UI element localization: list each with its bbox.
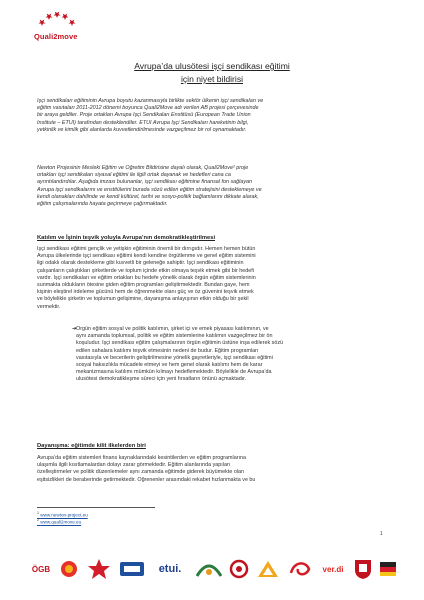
text-line: ortakları işçi sendikaları siyasal eğitimi ile ilgili ortak dayanak ve hedefleri cana ca [37,172,231,179]
etui-logo: etui. [158,563,182,575]
footnote-text: www.newton-project.eu [40,512,88,518]
page-number: 1 [380,531,383,537]
partner-logo-sunburst-icon [58,556,80,582]
text-line: kendi olanakları dahilinde ve kendi kültürel, tarihi ve sosyo-politik bağlamlarını dikkate alarak, [37,193,259,200]
text-line: İşçi sendikası eğitimi gençlik ve yetişkin eğitiminin önemli bir dırrıgıdır. Hemen hemen bütün [37,246,256,252]
text-line: eğitim vasıtaları 2011-2012 dönemi boyunca Quali2Move adı verilen AB projesi çerçevesinde [37,105,259,112]
partner-logo-triangle-icon [254,556,282,582]
text-line: sunmakta oldukların ötesine giden eğitim programları geliştirmektedir. Bundan gaye, hem [37,282,250,289]
footnote-number: 1 [37,511,39,515]
partner-logo-arc-icon [194,556,224,582]
document-title-line1: Avrupa’da ulusötesi işçi sendikası eğitimi [134,61,290,71]
partner-logo-flag-icon [378,556,398,582]
partner-logos [28,556,400,584]
text-line: mekanizmasına katılımı mümkün kılmayı hedeflemektedir. Böylelikle de Avrupa’da [76,369,272,376]
participation-paragraph [37,246,385,311]
text-line: ulaşımla ilgili kısıtlamalardan dolayı zarar görmektedir. Eğitim alanlarında yapılan [37,462,230,469]
document-title-line2: için niyet bildirisi [180,74,244,84]
footnote-number: 2 [37,518,39,522]
arrow-paragraph [76,326,385,384]
text-line: Institute – ETUI) tarafından desteklendiler. ETUI Avrupa İşçi Sendikaları hareketinin bilgi, [37,119,249,126]
partner-logo-star-icon [84,556,114,582]
partner-logo-badge-icon [118,556,146,582]
partner-logo-swirl-icon [286,556,314,582]
second-paragraph [37,165,385,208]
text-line: kişinin eleştirel irdeleme gücünü hem de öğrenmekte olanı güç ve öz güvenini teşvik etmek [37,289,254,296]
text-line: Avrupa işçi sendikalarını ve enstitülerini burada sözü edilen eğitim stratejisini desteklemeye ve [37,186,262,193]
footnote-link-2[interactable] [37,518,81,525]
text-line: ulusötesi demokratikleşme süreci için yeni fırsatların önünü açmaktadır. [76,376,247,383]
text-line: Örgün eğitim sosyal ve politik katılımın, şirket içi ve emek piyasası katılımının, ve [76,326,269,332]
footnote-link-1[interactable] [37,511,88,518]
arrow-right-icon: ➔ [72,326,77,332]
text-line: vardır. İşçi sendikaları ve eğitim ortakları bu hedefe yönelik olarak örgün eğitim sistemlerinin [37,274,256,281]
text-line: ilgi odaklı olarak destekleme gibi kuvvetli bir geleneğe sahiptir. İşçi sendikası eğitiminin [37,260,244,267]
footnote-text: www.quali2move.eu [40,519,82,525]
text-line: eğitim çalışmalarında hayata geçirmeye çağırmaktadır. [37,201,168,208]
partner-logo-shield-icon [352,556,374,582]
section-heading-solidarity: Dayanışma: eğitimde kilit ilkelerden biri [37,443,146,449]
text-line: ayrıntılandırdılar. Aşağıda imzası bulunanlar, işçi sendikası eğitimine finansal fon sağlayan [37,179,253,186]
text-line: İşçi sendikaları eğitiminin Avrupa boyutu kazanmasıyla birlikte sektör ülkenin işçi sendikaları ve [37,98,264,104]
text-line: Avrupa’da eğitim sistemleri finans kaynaklarındaki kesintilerden ve eğitim programlarına [37,455,247,461]
ogb-logo: ÖGB [31,564,51,574]
text-line: Avrupa ülkelerinde işçi sendikası eğitimi kendi kendine örgütlenme ve genel eğitim sistemini [37,253,256,260]
text-line: çalışanların çalıştıkları şirketlerde ve toplum içinde etkin olmaya teşvik etmek gibi bir hedefi [37,267,254,274]
section-heading-participation: Katılım ve İşinin teşvik yoluyla Avrupa’nın demokratikleştirilmesi [37,235,216,241]
text-line: koşuludur. İşçi sendikası eğitim çalışmalarının örgün eğitimin üstüne inşa edilerek sözü [76,340,284,347]
text-line: eşitsizlikleri de beraberinde getirmektedir. Öğrenenler arasındaki rekabet hızlanmakta ve bu [37,476,256,483]
partner-logo-circle-icon [228,556,250,582]
logo-text: Quali2move [34,32,78,41]
text-line: özelleştirmeler ve politik düzenlemeler aynı zamanda eğitimde giderek büyümekte olan [37,469,245,476]
text-line: aynı zamanda toplumsal, politik ve eğitim sistemlerine katılımın vazgeçilmez bir ön [76,333,273,340]
text-line: bir araya geldiler. Proje ortakları Avrupa İşçi Sendikaları Enstitüsü (European Trade Union [37,112,251,119]
text-line: vasıtasıyla ve becerilerin geliştirilmesine yönelik gayretleriyle, işçi sendikası eğitimi [76,354,273,361]
text-line: vermektir. [37,303,61,310]
text-line: Newton Projesinin Mesleki Eğitim ve Öğretim Bildirisine dayalı olarak, Quali2Move² proje [37,165,249,171]
intro-paragraph [37,98,385,134]
stars-arc-icon [38,12,76,30]
footnote-separator [37,507,155,508]
text-line: yetkinlik ve kimlik gibi alanlarda kuvvetlendirilmesinde vazgeçilmez bir rol oynamaktadır. [37,126,247,133]
text-line: ve böylelikle şirketin ve toplumun gelişimine, dayanışma anlayışının etkin olduğu bir şekil [37,296,249,303]
quali2move-logo [34,12,80,44]
verdi-logo: ver.di [322,564,344,574]
text-line: sosyal haksızlıkla mücadele etmeyi ve hem genel olarak katılımı hem de karar [76,362,263,369]
text-line: edilen sahalara katılımı teşvik etmesinin nedeni de budur. Eğitim programları [76,347,259,354]
solidarity-paragraph [37,455,385,484]
